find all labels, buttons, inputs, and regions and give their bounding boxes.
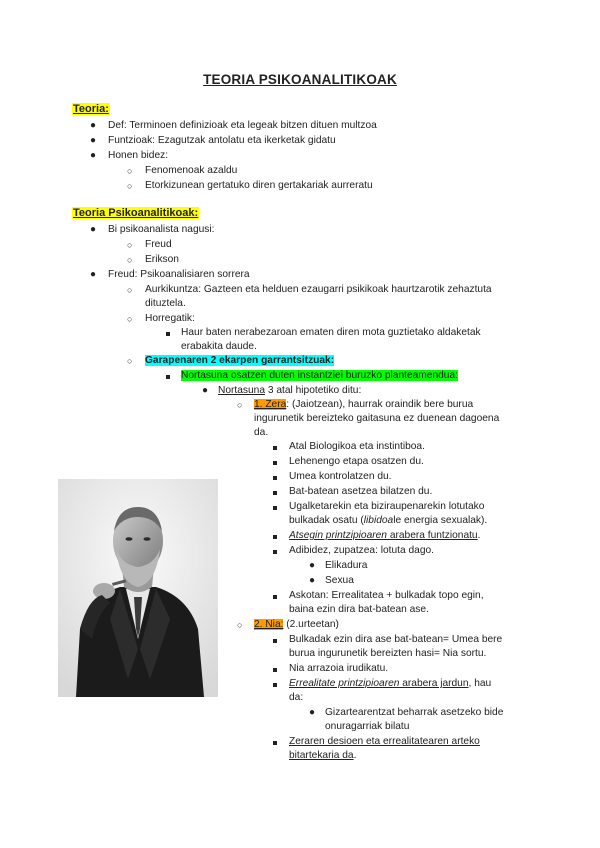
list-item: Aurkikuntza: Gazteen eta helduen ezaugarri psikikoak haurtzarotik zehaztuta: [145, 284, 492, 295]
bullet-dot: ●: [90, 120, 97, 131]
nortasuna-label: Nortasuna: [218, 385, 266, 396]
list-item-continuation: erabakita daude.: [181, 341, 257, 352]
list-item: Freud: Psikoanalisiaren sorrera: [108, 269, 250, 280]
bullet-square: [166, 332, 170, 336]
list-item: Horregatik:: [145, 313, 195, 324]
bullet-square: [166, 375, 170, 379]
ugalketa-part: le energia sexualak).: [393, 515, 488, 526]
bullet-dot: ●: [90, 150, 97, 161]
libidoa-term: libidoa: [363, 515, 394, 526]
bullet-square: [273, 639, 277, 643]
errealitate-rest: arabera jardun: [399, 678, 469, 689]
zeraren-line: bitartekaria da: [289, 750, 354, 761]
portrait-image: [58, 479, 218, 697]
list-item-continuation: [289, 514, 487, 528]
list-item: Bulkadak ezin dira ase bat-batean= Umea bere: [289, 634, 503, 645]
highlight-nortasuna-osatzen: Nortasuna osatzen duten instantziei buruzko planteamendua:: [181, 370, 458, 381]
nia-rest: (2.urteetan): [283, 619, 339, 630]
list-item: Honen bidez:: [108, 150, 169, 161]
list-item-continuation: da.: [254, 427, 269, 438]
portrait-photo: [58, 479, 218, 697]
section-heading-teoria-psikoanalitikoak: Teoria Psikoanalitikoak:: [73, 207, 199, 219]
section-heading-teoria: Teoria:: [73, 103, 109, 115]
bullet-dot: ●: [309, 575, 316, 586]
atsegin-term: Atsegin printzipioaren: [289, 530, 387, 541]
bullet-dot: ●: [309, 707, 316, 718]
list-item: Erikson: [145, 254, 179, 265]
list-item: Ugalketarekin eta biziraupenarekin lotutako: [289, 501, 485, 512]
list-item: Bat-batean asetzea bilatzen du.: [289, 486, 433, 497]
list-item: Funtzioak: Ezagutzak antolatu eta ikerketak gidatu: [108, 135, 336, 146]
bullet-square: [273, 741, 277, 745]
list-item: [289, 529, 480, 543]
nia-label: 2. Nia:: [254, 619, 284, 630]
bullet-circle: ○: [127, 314, 133, 324]
bullet-square: [273, 535, 277, 539]
list-item: Umea kontrolatzen du.: [289, 471, 392, 482]
page-title: TEORIA PSIKOANALITIKOAK: [203, 72, 397, 87]
list-item: [254, 618, 339, 632]
bullet-dot: ●: [90, 224, 97, 235]
list-item: [289, 677, 491, 691]
bullet-square: [273, 595, 277, 599]
list-item: Sexua: [325, 575, 354, 586]
nortasuna-rest: 3 atal hipotetiko ditu:: [265, 385, 362, 396]
bullet-square: [273, 461, 277, 465]
bullet-circle: ○: [127, 356, 133, 366]
list-item: Atal Biologikoa eta instintiboa.: [289, 441, 425, 452]
list-item-continuation: dituztela.: [145, 298, 186, 309]
list-item-continuation: burua ingurunetik bereizten hasi= Nia sortu.: [289, 648, 487, 659]
errealitate-tail: , hau: [468, 678, 492, 689]
bullet-square: [273, 683, 277, 687]
bullet-dot: ●: [90, 269, 97, 280]
list-item-continuation: [289, 749, 356, 763]
bullet-circle: ○: [237, 620, 243, 630]
zera-rest: : (Jaiotzean), haurrak oraindik bere burua: [286, 399, 474, 410]
atsegin-period: .: [477, 530, 481, 541]
list-item: Elikadura: [325, 560, 368, 571]
bullet-circle: ○: [127, 285, 133, 295]
bullet-square: [273, 476, 277, 480]
list-item: [254, 398, 473, 412]
list-item: Haur baten nerabezaroan ematen diren mota guztietako aldaketak: [181, 327, 481, 338]
list-item-continuation: ingurunetik bereizteko gaitasuna ez duenean dagoena: [254, 413, 500, 424]
bullet-square: [273, 491, 277, 495]
list-item: Lehenengo etapa osatzen du.: [289, 456, 424, 467]
bullet-dot: ●: [202, 385, 209, 396]
list-item-continuation: da:: [289, 692, 304, 703]
list-item: [145, 354, 334, 368]
bullet-circle: ○: [127, 181, 133, 191]
bullet-circle: ○: [127, 255, 133, 265]
bullet-dot: ●: [90, 135, 97, 146]
zeraren-period: .: [353, 750, 357, 761]
list-item-continuation: baina ezin dira bat-batean ase.: [289, 604, 429, 615]
bullet-square: [273, 506, 277, 510]
list-item: Adibidez, zupatzea: lotuta dago.: [289, 545, 434, 556]
bullet-circle: ○: [127, 240, 133, 250]
list-item: [289, 735, 480, 749]
list-item: [218, 384, 361, 398]
zera-label: 1. Zera: [254, 399, 287, 410]
errealitate-term: Errealitate printzipioaren: [289, 678, 400, 689]
list-item: Askotan: Errealitatea + bulkadak topo egin,: [289, 590, 484, 601]
list-item: Gizartearentzat beharrak asetzeko bide: [325, 707, 504, 718]
ugalketa-part: bulkadak osatu (: [289, 515, 364, 526]
highlight-garapena: Garapenaren 2 ekarpen garrantsitzuak:: [145, 355, 335, 366]
atsegin-rest: arabera funtzionatu: [386, 530, 478, 541]
bullet-square: [273, 668, 277, 672]
list-item: Fenomenoak azaldu: [145, 165, 238, 176]
list-item: Nia arrazoia irudikatu.: [289, 663, 389, 674]
list-item-continuation: onuragarriak bilatu: [325, 721, 410, 732]
bullet-square: [273, 446, 277, 450]
list-item: Etorkizunean gertatuko diren gertakariak aurreratu: [145, 180, 373, 191]
bullet-circle: ○: [237, 400, 243, 410]
list-item: Def: Terminoen definizioak eta legeak bitzen dituen multzoa: [108, 120, 377, 131]
list-item: Bi psikoanalista nagusi:: [108, 224, 215, 235]
zeraren-line: Zeraren desioen eta errealitatearen arteko: [289, 736, 480, 747]
bullet-dot: ●: [309, 560, 316, 571]
bullet-square: [273, 550, 277, 554]
list-item: [181, 369, 458, 383]
list-item: Freud: [145, 239, 172, 250]
bullet-circle: ○: [127, 166, 133, 176]
